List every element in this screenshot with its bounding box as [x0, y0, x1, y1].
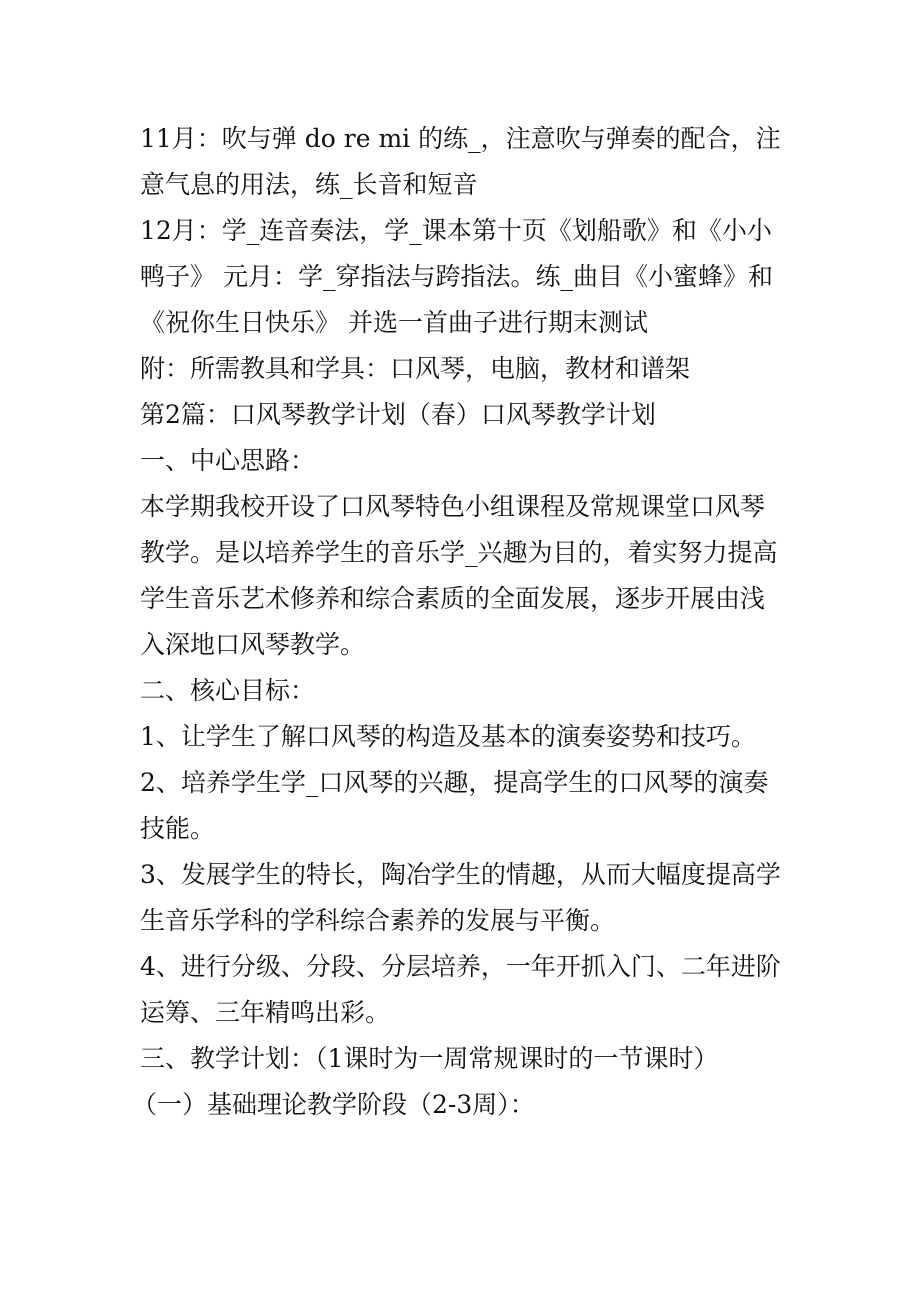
list-item-goal-1: 1、让学生了解口风琴的构造及基本的演奏姿势和技巧。: [140, 722, 756, 751]
paragraph-teaching-tools: 附：所需教具和学具：口风琴，电脑，教材和谱架: [140, 354, 691, 383]
paragraph-december-january-plan: 12月：学_连音奏法，学_课本第十页《划船歌》和《小小鸭子》 元月：学_穿指法与跨指法。练_曲目《小蜜蜂》和《祝你生日快乐》 并选一首曲子进行期末测试: [140, 216, 773, 337]
heading-teaching-plan: 三、教学计划：（1课时为一周常规课时的一节课时）: [140, 1044, 719, 1073]
paragraph-central-idea: 本学期我校开设了口风琴特色小组课程及常规课堂口风琴教学。是以培养学生的音乐学_兴趣为目的，着实努力提高学生音乐艺术修养和综合素质的全面发展，逐步开展由浅入深地口风琴教学。: [140, 492, 778, 659]
paragraph-chapter-2-title: 第2篇：口风琴教学计划（春）口风琴教学计划: [140, 400, 656, 429]
list-item-goal-3: 3、发展学生的特长，陶冶学生的情趣，从而大幅度提高学生音乐学科的学科综合素养的发展与平衡。: [140, 860, 781, 935]
list-item-goal-4: 4、进行分级、分段、分层培养，一年开抓入门、二年进阶运筹、三年精鸣出彩。: [140, 952, 781, 1027]
list-item-goal-2: 2、培养学生学_口风琴的兴趣，提高学生的口风琴的演奏技能。: [140, 768, 769, 843]
paragraph-november-plan: 11月：吹与弹 do re mi 的练_，注意吹与弹奏的配合，注意气息的用法，练_长音和短音: [140, 124, 781, 199]
document-body: [132, 116, 785, 1128]
heading-core-goals: 二、核心目标：: [140, 676, 316, 705]
heading-central-idea: 一、中心思路：: [140, 446, 316, 475]
subheading-basic-theory-stage: （一）基础理论教学阶段（2-3周）：: [132, 1090, 535, 1119]
